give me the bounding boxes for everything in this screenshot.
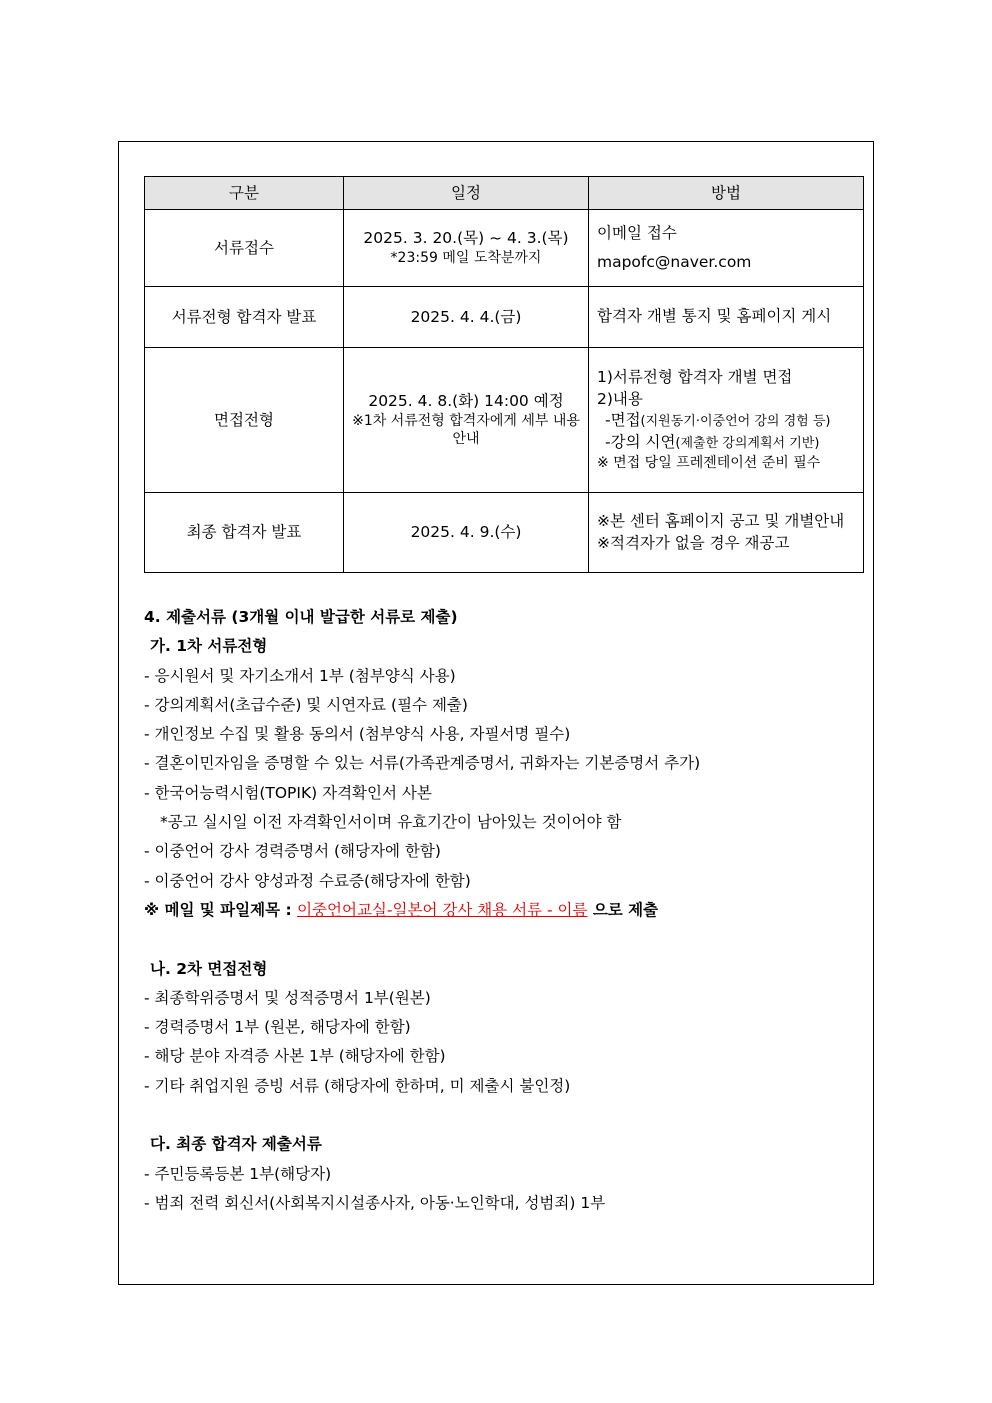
subsection-title-c: 다. 최종 합격자 제출서류 <box>150 1135 322 1154</box>
row-method: ※본 센터 홈페이지 공고 및 개별안내 ※적격자가 없을 경우 재공고 <box>589 493 864 573</box>
subsection-title-a: 가. 1차 서류전형 <box>150 637 268 656</box>
table-header-row <box>145 177 864 210</box>
header-schedule: 일정 <box>344 177 589 210</box>
header-method: 방법 <box>589 177 864 210</box>
row-method: 합격자 개별 통지 및 홈페이지 게시 <box>589 287 864 348</box>
list-item: - 주민등록등본 1부(해당자) <box>144 1164 332 1183</box>
table-row <box>145 348 864 493</box>
list-item: - 응시원서 및 자기소개서 1부 (첨부양식 사용) <box>144 666 456 685</box>
row-category: 최종 합격자 발표 <box>145 493 344 573</box>
list-item: - 결혼이민자임을 증명할 수 있는 서류(가족관계증명서, 귀화자는 기본증명서 추가) <box>144 754 701 773</box>
email-address: mapofc@naver.com <box>597 253 752 271</box>
mail-title-note: ※ 메일 및 파일제목 : 이중언어교실-일본어 강사 채용 서류 - 이름 으로 제출 <box>144 900 659 919</box>
section-title: 4. 제출서류 (3개월 이내 발급한 서류로 제출) <box>144 608 458 626</box>
list-note: *공고 실시일 이전 자격확인서이며 유효기간이 남아있는 것이어야 함 <box>160 813 622 832</box>
list-item: - 범죄 전력 회신서(사회복지시설종사자, 아동·노인학대, 성범죄) 1부 <box>144 1193 606 1212</box>
list-item: - 이중언어 강사 양성과정 수료증(해당자에 한함) <box>144 871 471 890</box>
mail-title-format: 이중언어교실-일본어 강사 채용 서류 - 이름 <box>297 900 588 919</box>
row-schedule: 2025. 4. 9.(수) <box>344 493 589 573</box>
list-item: - 최종학위증명서 및 성적증명서 1부(원본) <box>144 988 431 1007</box>
submission-documents <box>144 603 864 1218</box>
table-row <box>145 287 864 348</box>
header-category: 구분 <box>145 177 344 210</box>
list-item: - 해당 분야 자격증 사본 1부 (해당자에 한함) <box>144 1047 446 1066</box>
row-method: 이메일 접수 mapofc@naver.com <box>589 210 864 287</box>
row-category: 면접전형 <box>145 348 344 493</box>
row-schedule: 2025. 3. 20.(목) ~ 4. 3.(목) *23:59 메일 도착분까지 <box>344 210 589 287</box>
list-item: - 기타 취업지원 증빙 서류 (해당자에 한하며, 미 제출시 불인정) <box>144 1076 571 1095</box>
table-row <box>145 210 864 287</box>
row-method: 1)서류전형 합격자 개별 면접 2)내용 -면접(지원동기·이중언어 강의 경험 등) -강의 시연(제출한 강의계획서 기반) ※ 면접 당일 프레젠테이션 준비 필수 <box>589 348 864 493</box>
row-category: 서류전형 합격자 발표 <box>145 287 344 348</box>
row-schedule: 2025. 4. 4.(금) <box>344 287 589 348</box>
subsection-title-b: 나. 2차 면접전형 <box>150 959 268 978</box>
schedule-table <box>144 176 864 573</box>
list-item: - 한국어능력시험(TOPIK) 자격확인서 사본 <box>144 783 432 802</box>
row-category: 서류접수 <box>145 210 344 287</box>
list-item: - 이중언어 강사 경력증명서 (해당자에 한함) <box>144 842 441 861</box>
row-schedule: 2025. 4. 8.(화) 14:00 예정 ※1차 서류전형 합격자에게 세부 내용 안내 <box>344 348 589 493</box>
list-item: - 강의계획서(초급수준) 및 시연자료 (필수 제출) <box>144 695 468 714</box>
list-item: - 경력증명서 1부 (원본, 해당자에 한함) <box>144 1018 411 1037</box>
table-row <box>145 493 864 573</box>
list-item: - 개인정보 수집 및 활용 동의서 (첨부양식 사용, 자필서명 필수) <box>144 725 571 744</box>
